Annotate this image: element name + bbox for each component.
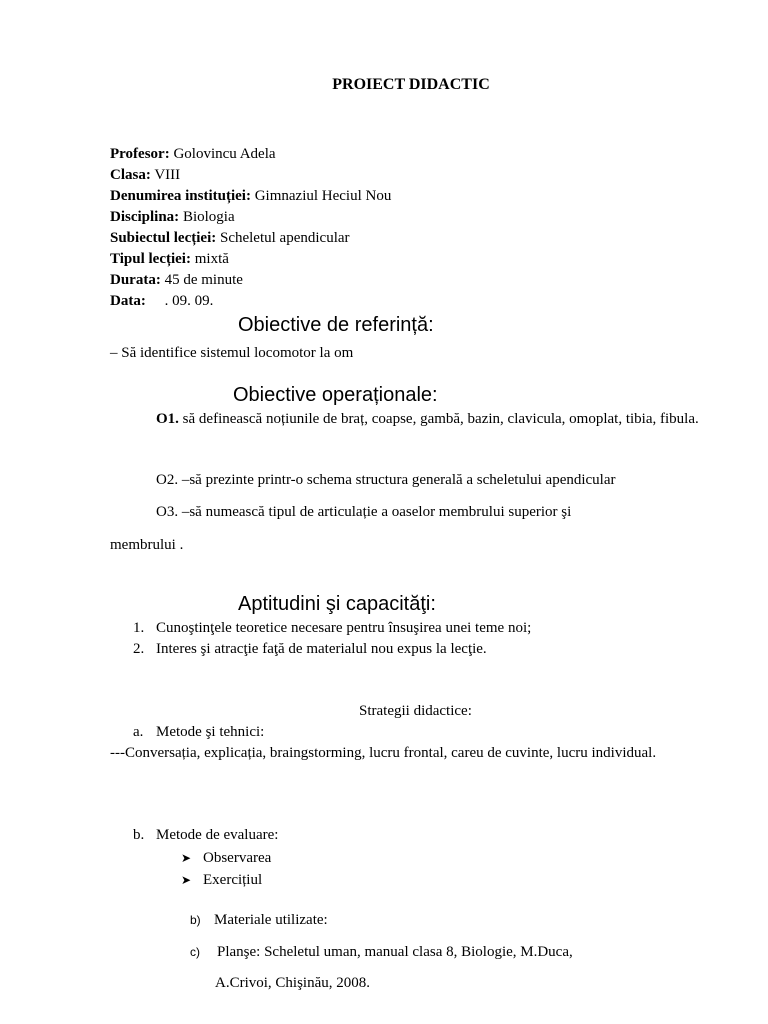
info-label: Profesor: bbox=[110, 146, 170, 162]
materiale-line2: A.Crivoi, Chişinău, 2008. bbox=[215, 975, 371, 991]
strategii-a-text: ---Conversația, explicația, braingstorming, lucru frontal, careu de cuvinte, lucru individual. bbox=[110, 745, 657, 761]
list-text: Cunoştinţele teoretice necesare pentru însuşirea unei teme noi; bbox=[156, 620, 532, 636]
list-text: Exercițiul bbox=[203, 872, 263, 888]
list-marker: b. bbox=[133, 827, 145, 843]
objective-o1 bbox=[110, 404, 714, 434]
info-value: VIII bbox=[150, 167, 181, 183]
list-marker: a. bbox=[133, 724, 144, 740]
info-value: Scheletul apendicular bbox=[216, 230, 350, 246]
list-number: 1. bbox=[133, 620, 145, 636]
aptitudine-item-1 bbox=[133, 620, 532, 637]
info-label: Tipul lecției: bbox=[110, 251, 191, 267]
list-text: Observarea bbox=[203, 850, 272, 866]
heading-aptitudini: Aptitudini şi capacităţi: bbox=[238, 593, 436, 615]
list-text: Planşe: Scheletul uman, manual clasa 8, Biologie, M.Duca, bbox=[217, 944, 573, 960]
objective-o2: O2. –să prezinte printr-o schema structura generală a scheletului apendicular bbox=[156, 472, 616, 488]
info-value: mixtă bbox=[190, 251, 229, 267]
aptitudine-item-2 bbox=[133, 641, 487, 658]
list-label: Metode de evaluare: bbox=[156, 827, 279, 843]
info-line-durata bbox=[110, 272, 243, 289]
info-value: . 09. 09. bbox=[145, 293, 214, 309]
objective-text: să definească noțiunile de braț, coapse, gambă, bazin, clavicula, omoplat, tibia, fibula. bbox=[178, 411, 699, 427]
info-label: Clasa: bbox=[110, 167, 151, 183]
info-value: Biologia bbox=[179, 209, 235, 225]
materiale-line1 bbox=[190, 944, 573, 961]
arrow-bullet-icon: ➤ bbox=[181, 851, 192, 865]
document-title: PROIECT DIDACTIC bbox=[332, 76, 490, 93]
info-label: Disciplina: bbox=[110, 209, 180, 225]
referinta-item: – Să identifice sistemul locomotor la om bbox=[110, 345, 354, 361]
info-line-subiect bbox=[110, 230, 350, 247]
list-marker: c) bbox=[190, 945, 200, 959]
list-text: Interes şi atracţie faţă de materialul nou expus la lecţie. bbox=[156, 641, 487, 657]
info-line-data bbox=[110, 293, 213, 310]
info-line-disciplina bbox=[110, 209, 235, 226]
info-label: Durata: bbox=[110, 272, 161, 288]
info-label: Denumirea instituției: bbox=[110, 188, 251, 204]
info-label: Data: bbox=[110, 293, 146, 309]
heading-obiective-operationale: Obiective operaționale: bbox=[233, 384, 438, 406]
info-value: Gimnaziul Heciul Nou bbox=[250, 188, 392, 204]
list-label: Materiale utilizate: bbox=[214, 912, 328, 928]
arrow-bullet-icon: ➤ bbox=[181, 873, 192, 887]
list-marker: b) bbox=[190, 913, 201, 927]
info-line-clasa bbox=[110, 167, 180, 184]
strategii-b-label bbox=[133, 827, 279, 844]
objective-o3-line1: O3. –să numească tipul de articulație a oaselor membrului superior şi bbox=[156, 504, 572, 520]
objective-code: O1. bbox=[156, 411, 179, 427]
heading-strategii: Strategii didactice: bbox=[359, 703, 472, 719]
objective-o3-line2: membrului . bbox=[110, 537, 184, 553]
evaluation-item-observarea bbox=[181, 850, 272, 867]
list-label: Metode şi tehnici: bbox=[156, 724, 265, 740]
info-line-tipul bbox=[110, 251, 229, 268]
evaluation-item-exercitiul bbox=[181, 872, 263, 889]
info-line-institutie bbox=[110, 188, 391, 205]
info-value: Golovincu Adela bbox=[169, 146, 276, 162]
info-label: Subiectul lecției: bbox=[110, 230, 217, 246]
list-number: 2. bbox=[133, 641, 145, 657]
materiale-label bbox=[190, 912, 328, 929]
info-line-profesor bbox=[110, 146, 276, 163]
info-value: 45 de minute bbox=[160, 272, 243, 288]
heading-obiective-referinta: Obiective de referință: bbox=[238, 314, 434, 336]
